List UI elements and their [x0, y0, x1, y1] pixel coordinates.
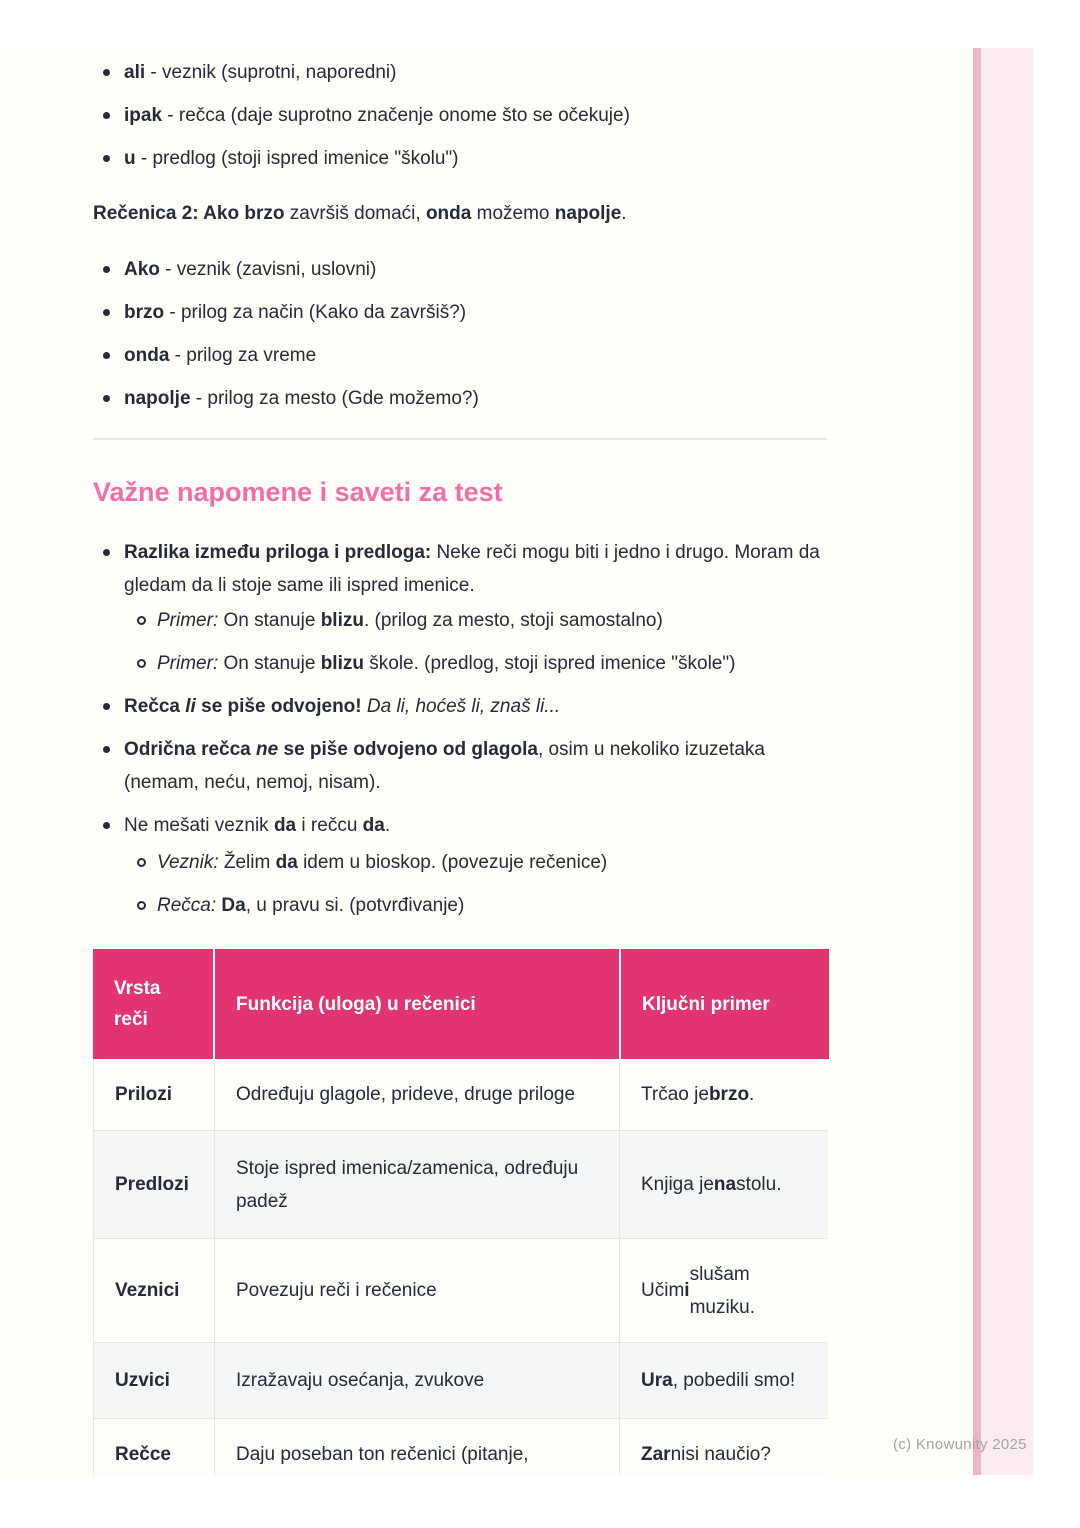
list-item: [93, 253, 827, 286]
table-header-cell: Vrsta reči: [93, 949, 213, 1059]
list-item: [93, 809, 827, 922]
sub-list: [124, 604, 827, 680]
list-item-text: u - predlog (stoji ispred imenice "školu"): [124, 148, 459, 169]
table-cell-type: Veznici: [94, 1239, 214, 1342]
table-body: [93, 1059, 827, 1475]
table-header-cell: Ključni primer: [621, 949, 829, 1059]
table-cell-type: Rečce: [94, 1419, 214, 1475]
circle-bullet-icon: [137, 616, 146, 625]
table-cell-function: Stoje ispred imenica/zamenica, određuju padež: [215, 1131, 619, 1238]
table-cell-example: Trčao je brzo .: [620, 1059, 828, 1130]
bullet-icon: [103, 69, 110, 76]
list-item-text: ali - veznik (suprotni, naporedni): [124, 62, 397, 83]
list-item: [93, 733, 827, 799]
circle-bullet-icon: [137, 901, 146, 910]
notes-list: [93, 536, 827, 922]
bullet-icon: [103, 703, 110, 710]
list-item-text: napolje - prilog za mesto (Gde možemo?): [124, 388, 479, 409]
list-item-text: Rečca li se piše odvojeno! Da li, hoćeš li, znaš li...: [124, 696, 561, 717]
table-cell-function: Povezuju reči i rečenice: [215, 1239, 619, 1342]
bullet-icon: [103, 395, 110, 402]
sub-list-item-text: Primer: On stanuje blizu škole. (predlog, stoji ispred imenice "škole"): [157, 653, 736, 674]
list-item: [93, 536, 827, 680]
list-item-text: brzo - prilog za način (Kako da završiš?): [124, 302, 467, 323]
bullet-icon: [103, 309, 110, 316]
section-heading: Važne napomene i saveti za test: [93, 477, 503, 507]
document-page: [0, 48, 1033, 1475]
page-edge-decoration: [973, 48, 1033, 1475]
bullet-icon: [103, 549, 110, 556]
table-cell-type: Prilozi: [94, 1059, 214, 1130]
sub-list-item-text: Veznik: Želim da idem u bioskop. (povezuje rečenice): [157, 852, 608, 873]
sub-list-item: [124, 889, 827, 922]
copyright-watermark: (c) Knowunity 2025: [893, 1436, 1027, 1453]
list-item-text: Ako - veznik (zavisni, uslovni): [124, 259, 377, 280]
sub-list: [124, 846, 827, 922]
list-item-text: onda - prilog za vreme: [124, 345, 317, 366]
list-item-text: Razlika između priloga i predloga: Neke reči mogu biti i jedno i drugo. Moram da gledam da li stoje same ili ispred imenice.: [124, 542, 820, 596]
list-item: [93, 99, 827, 132]
circle-bullet-icon: [137, 858, 146, 867]
table-cell-function: Daju poseban ton rečenici (pitanje,: [215, 1419, 619, 1475]
bullet-icon: [103, 266, 110, 273]
table-cell-example: Učim i slušam muziku.: [620, 1239, 828, 1342]
sub-list-item: [124, 604, 827, 637]
document-content: [93, 48, 827, 1475]
sentence-2-paragraph: Rečenica 2: Ako brzo završiš domaći, onda možemo napolje.: [93, 203, 627, 224]
table-cell-function: Izražavaju osećanja, zvukove: [215, 1343, 619, 1418]
list-item: [93, 56, 827, 89]
list-item-text: ipak - rečca (daje suprotno značenje onome što se očekuje): [124, 105, 630, 126]
list-item-text: Ne mešati veznik da i rečcu da.: [124, 815, 391, 836]
table-header-cell: Funkcija (uloga) u rečenici: [215, 949, 619, 1059]
list-item: [93, 339, 827, 372]
list-item: [93, 382, 827, 415]
list-item: [93, 296, 827, 329]
sub-list-item: [124, 647, 827, 680]
word-analysis-list-1: [93, 56, 827, 175]
sub-list-item: [124, 846, 827, 879]
table-cell-example: Knjiga je na stolu.: [620, 1131, 828, 1238]
bullet-icon: [103, 746, 110, 753]
sub-list-item-text: Primer: On stanuje blizu. (prilog za mesto, stoji samostalno): [157, 610, 663, 631]
list-item: [93, 142, 827, 175]
table-cell-example: Zar nisi naučio?: [620, 1419, 828, 1475]
bullet-icon: [103, 352, 110, 359]
table-cell-example: Ura , pobedili smo!: [620, 1343, 828, 1418]
word-analysis-list-2: [93, 253, 827, 415]
table-cell-type: Predlozi: [94, 1131, 214, 1238]
bullet-icon: [103, 155, 110, 162]
list-item-text: Odrična rečca ne se piše odvojeno od glagola, osim u nekoliko izuzetaka (nemam, neću, nemoj, nisam).: [124, 739, 765, 793]
circle-bullet-icon: [137, 659, 146, 668]
section-divider: [93, 438, 827, 440]
grammar-summary-table: [93, 949, 827, 1475]
table-cell-type: Uzvici: [94, 1343, 214, 1418]
table-cell-function: Određuju glagole, prideve, druge priloge: [215, 1059, 619, 1130]
table-header-row: [93, 949, 827, 1059]
list-item: [93, 690, 827, 723]
sub-list-item-text: Rečca: Da, u pravu si. (potvrđivanje): [157, 895, 465, 916]
bullet-icon: [103, 822, 110, 829]
bullet-icon: [103, 112, 110, 119]
